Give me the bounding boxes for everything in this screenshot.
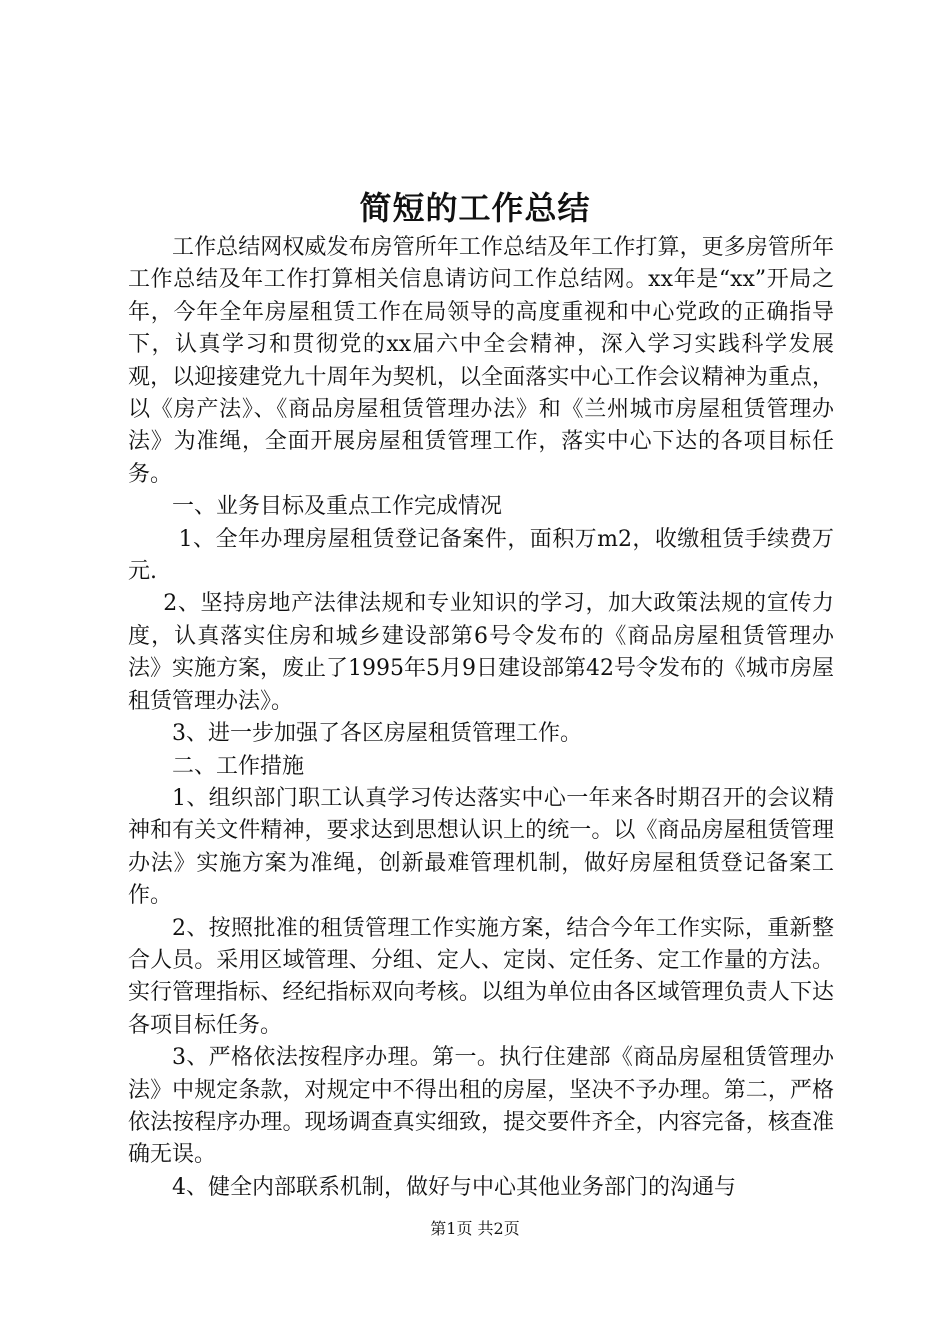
section-heading-2: 二、工作措施 [172,753,305,779]
paragraph-item: 1、全年办理房屋租赁登记备案件，面积万m2，收缴租赁手续费万元. [128,526,834,585]
section-heading-1: 一、业务目标及重点工作完成情况 [172,494,503,520]
document-body [128,232,834,1204]
paragraph-item: 3、严格依法按程序办理。第一。执行住建部《商品房屋租赁管理办法》中规定条款，对规定中不得出租的房屋，坚决不予办理。第二，严格依法按程序办理。现场调查真实细致，提交要件齐全，内容完备，核查准确无误。 [128,1045,834,1168]
page-footer: 第1页 共2页 [430,1219,520,1238]
paragraph-item: 3、进一步加强了各区房屋租赁管理工作。 [172,721,582,747]
paragraph-item: 2、按照批准的租赁管理工作实施方案，结合今年工作实际，重新整合人员。采用区域管理、分组、定人、定岗、定任务、定工作量的方法。实行管理指标、经纪指标双向考核。以组为单位由各区域管理负责人下达各项目标任务。 [128,915,834,1038]
paragraph-intro: 工作总结网权威发布房管所年工作总结及年工作打算，更多房管所年工作总结及年工作打算相关信息请访问工作总结网。xx年是“xx”开局之年，今年全年房屋租赁工作在局领导的高度重视和中心党政的正确指导下，认真学习和贯彻党的xx届六中全会精神，深入学习实践科学发展观，以迎接建党九十周年为契机，以全面落实中心工作会议精神为重点，以《房产法》、《商品房屋租赁管理办法》和《兰州城市房屋租赁管理办法》为准绳，全面开展房屋租赁管理工作，落实中心下达的各项目标任务。 [128,235,834,487]
paragraph-item: 2、坚持房地产法律法规和专业知识的学习，加大政策法规的宣传力度，认真落实住房和城乡建设部第6号令发布的《商品房屋租赁管理办法》实施方案，废止了1995年5月9日建设部第42号令发布的《城市房屋租赁管理办法》。 [128,591,834,714]
paragraph-item: 4、健全内部联系机制，做好与中心其他业务部门的沟通与 [172,1174,736,1200]
paragraph-item: 1、组织部门职工认真学习传达落实中心一年来各时期召开的会议精神和有关文件精神，要求达到思想认识上的统一。以《商品房屋租赁管理办法》实施方案为准绳，创新最难管理机制，做好房屋租赁登记备案工作。 [128,785,834,909]
document-title: 简短的工作总结 [359,189,591,227]
